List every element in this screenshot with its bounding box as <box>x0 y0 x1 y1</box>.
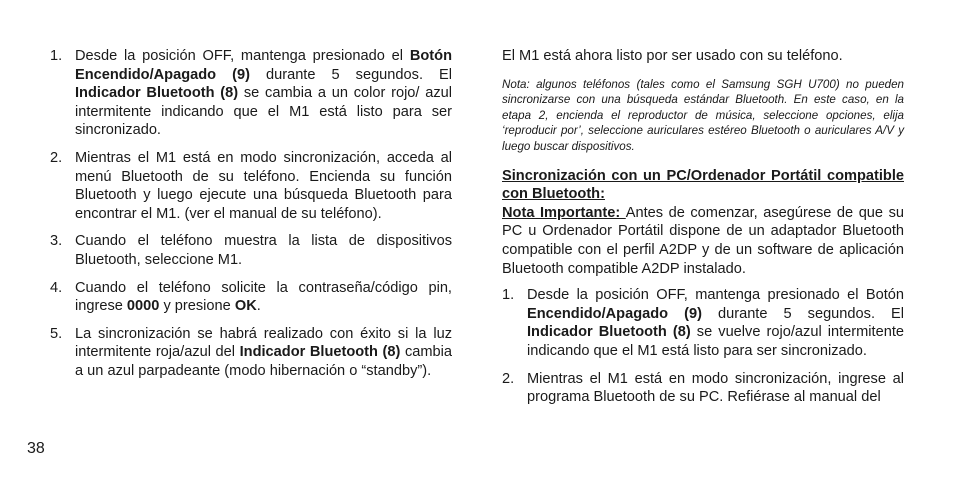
text-run: durante 5 segundos. El <box>249 66 453 83</box>
text-run: Cuando el teléfono muestra la lista de dispositivos Bluetooth, seleccione M1. <box>75 233 452 268</box>
text-run: se cambia a un color rojo/ azul intermitente indicando que el M1 está listo para ser sincronizado. <box>75 85 453 139</box>
text-run: durante 5 segundos. El <box>701 305 905 322</box>
important-label: Nota Importante: <box>502 204 626 221</box>
bold-text: Indicador Bluetooth (8) <box>239 344 401 361</box>
bold-text: Encendido/Apagado (9) <box>527 305 702 322</box>
list-item <box>502 370 904 407</box>
note-paragraph: Nota: algunos teléfonos (tales como el Samsung SGH U700) no pueden sincronizarse con una búsqueda estándar Bluetooth. En este caso, en la etapa 2, encienda el reproductor de música, seleccione opciones, elija ‘reproducir por’, seleccione auriculares estéreo Bluetooth o auriculares A/V y luego buscar dispositivos. <box>502 77 904 153</box>
list-item <box>50 149 452 223</box>
text-run: Mientras el M1 está en modo sincronización, ingrese al programa Bluetooth de su PC. Refiérase al manual del <box>527 370 904 406</box>
list-item-text <box>75 325 452 381</box>
list-item <box>50 325 452 381</box>
ready-message: El M1 está ahora listo por ser usado con su teléfono. <box>502 48 843 64</box>
list-item-text <box>75 47 452 140</box>
list-item-number: 1. <box>50 48 63 64</box>
bold-text: Indicador Bluetooth (8) <box>527 324 691 341</box>
list-item-text <box>527 370 904 407</box>
right-column <box>502 47 904 416</box>
text-run: Desde la posición OFF, mantenga presionado el Botón <box>527 287 904 304</box>
bold-text: Botón Encendido/Apagado (9) <box>75 48 452 83</box>
text-run: se vuelve rojo/azul intermitente indicando que el M1 está listo para ser sincronizado. <box>527 324 904 359</box>
important-note <box>502 204 904 278</box>
list-item-number: 4. <box>50 279 63 296</box>
list-item <box>50 47 452 140</box>
text-run: y presione <box>159 298 235 315</box>
page-number: 38 <box>27 440 45 457</box>
list-item-text <box>527 286 904 360</box>
list-item <box>50 279 452 316</box>
left-instruction-list <box>50 47 452 381</box>
list-item-text <box>75 279 452 316</box>
bold-text: OK <box>234 298 257 315</box>
list-item-text <box>75 232 452 269</box>
text-run: Mientras el M1 está en modo sincronización, acceda al menú Bluetooth de su teléfono. Encienda su función Bluetooth y luego ejecute una búsqueda Bluetooth para encontrar el M1. (ver el manual de su teléfono). <box>75 149 452 222</box>
list-item <box>502 286 904 360</box>
important-text: Antes de comenzar, asegúrese de que su PC u Ordenador Portátil dispone de un adaptador Bluetooth compatible con el perfil A2DP y de un software de aplicación Bluetooth compatible A2DP instalado. <box>502 204 904 277</box>
text-run: La sincronización se habrá realizado con éxito si la luz intermitente roja/azul del <box>75 325 452 361</box>
list-item-number: 2. <box>50 149 63 166</box>
text-run: . <box>256 298 261 315</box>
list-item-number: 5. <box>50 325 63 342</box>
text-run: Desde la posición OFF, mantenga presionado el <box>75 48 410 64</box>
right-instruction-list <box>502 286 904 407</box>
bold-text: 0000 <box>126 298 160 315</box>
text-run: cambia a un azul parpadeante (modo hibernación o “standby”). <box>75 344 452 379</box>
bold-text: Indicador Bluetooth (8) <box>75 85 239 102</box>
section-heading: Sincronización con un PC/Ordenador Portátil compatible con Bluetooth: <box>502 167 904 203</box>
list-item-number: 1. <box>502 287 515 304</box>
list-item <box>50 232 452 269</box>
list-item-text <box>75 149 452 223</box>
list-item-number: 2. <box>502 370 515 387</box>
list-item-number: 3. <box>50 233 63 250</box>
text-run: Cuando el teléfono solicite la contraseña/código pin, ingrese <box>75 279 452 315</box>
left-column <box>50 47 452 390</box>
